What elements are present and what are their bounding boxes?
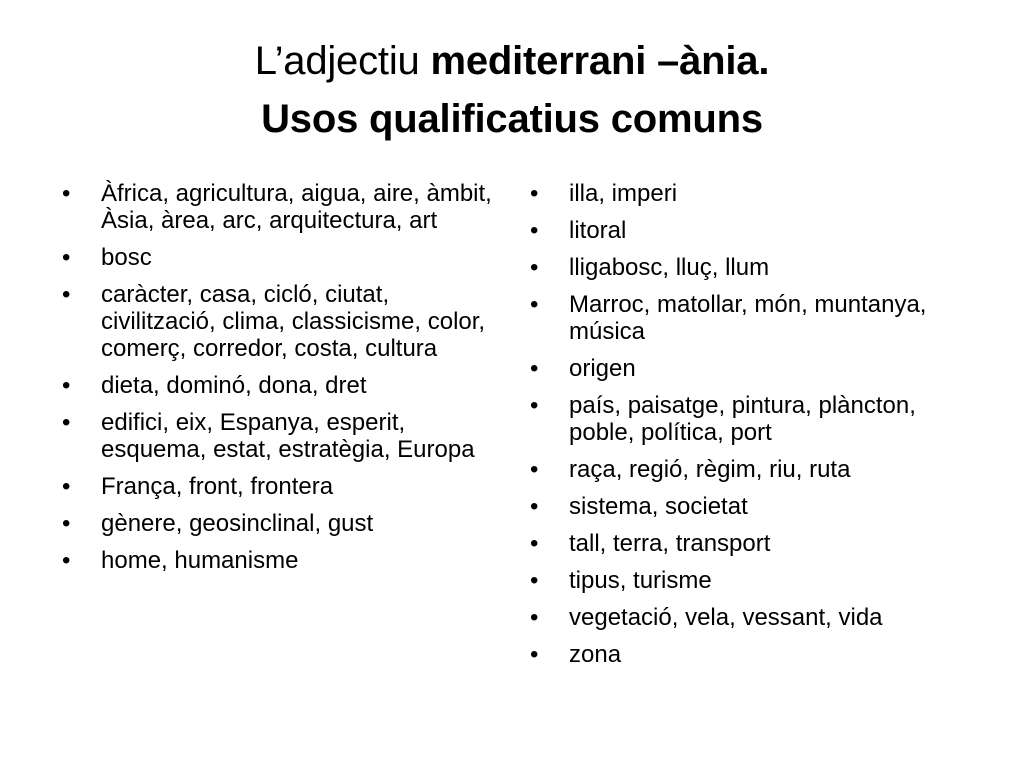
bullet-icon	[62, 180, 86, 207]
title-prefix: L’adjectiu	[254, 39, 431, 83]
list-item-text: bosc	[101, 244, 152, 271]
list-item-text: edifici, eix, Espanya, esperit, esquema, estat, estratègia, Europa	[101, 409, 475, 463]
right-bullet-list	[530, 180, 970, 678]
bullet-icon	[62, 510, 86, 537]
list-item	[62, 473, 492, 500]
list-item-text: vegetació, vela, vessant, vida	[569, 604, 883, 631]
list-item	[62, 510, 492, 537]
list-item-text: origen	[569, 355, 636, 382]
list-item	[62, 281, 492, 362]
bullet-icon	[530, 217, 554, 244]
list-item	[62, 244, 492, 271]
list-item	[530, 493, 970, 520]
list-item-text: caràcter, casa, cicló, ciutat, civilització, clima, classicisme, color, comerç, corredor, costa, cultura	[101, 281, 486, 362]
list-item-text: tipus, turisme	[569, 567, 712, 594]
bullet-icon	[530, 355, 554, 382]
bullet-icon	[62, 473, 86, 500]
list-item-text: lligabosc, lluç, llum	[569, 254, 770, 281]
bullet-icon	[530, 493, 554, 520]
list-item-text: Marroc, matollar, món, muntanya, música	[569, 291, 927, 345]
list-item	[530, 456, 970, 483]
list-item	[62, 547, 492, 574]
list-item	[530, 254, 970, 281]
list-item	[530, 530, 970, 557]
list-item-text: home, humanisme	[101, 547, 299, 574]
list-item-text: sistema, societat	[569, 493, 748, 520]
bullet-icon	[530, 456, 554, 483]
list-item-text: zona	[569, 641, 622, 668]
list-item-text: illa, imperi	[569, 180, 678, 207]
list-item-text: gènere, geosinclinal, gust	[101, 510, 374, 537]
bullet-icon	[62, 281, 86, 308]
list-item-text: litoral	[569, 217, 627, 244]
list-item	[530, 180, 970, 207]
bullet-icon	[530, 291, 554, 318]
bullet-icon	[530, 254, 554, 281]
list-item	[530, 641, 970, 668]
list-item-text: país, paisatge, pintura, plàncton, poble, política, port	[569, 392, 916, 446]
bullet-icon	[530, 641, 554, 668]
list-item	[62, 372, 492, 399]
bullet-icon	[530, 180, 554, 207]
list-item-text: raça, regió, règim, riu, ruta	[569, 456, 851, 483]
bullet-icon	[62, 547, 86, 574]
list-item	[530, 604, 970, 631]
list-item	[62, 180, 492, 234]
bullet-icon	[62, 409, 86, 436]
bullet-icon	[62, 372, 86, 399]
list-item	[62, 409, 492, 463]
list-item-text: França, front, frontera	[101, 473, 334, 500]
left-bullet-list	[62, 180, 492, 584]
list-item	[530, 567, 970, 594]
bullet-icon	[530, 567, 554, 594]
list-item-text: tall, terra, transport	[569, 530, 771, 557]
title-line-2: Usos qualificatius comuns	[261, 97, 763, 141]
list-item	[530, 392, 970, 446]
list-item-text: dieta, dominó, dona, dret	[101, 372, 367, 399]
list-item	[530, 217, 970, 244]
slide-title	[0, 32, 1024, 148]
title-highlight: mediterrani –ània.	[430, 39, 770, 83]
bullet-icon	[530, 392, 554, 419]
bullet-icon	[530, 604, 554, 631]
bullet-icon	[62, 244, 86, 271]
list-item	[530, 355, 970, 382]
list-item-text: Àfrica, agricultura, aigua, aire, àmbit, Àsia, àrea, arc, arquitectura, art	[101, 180, 492, 234]
title-line-1	[0, 32, 1024, 90]
bullet-icon	[530, 530, 554, 557]
list-item	[530, 291, 970, 345]
